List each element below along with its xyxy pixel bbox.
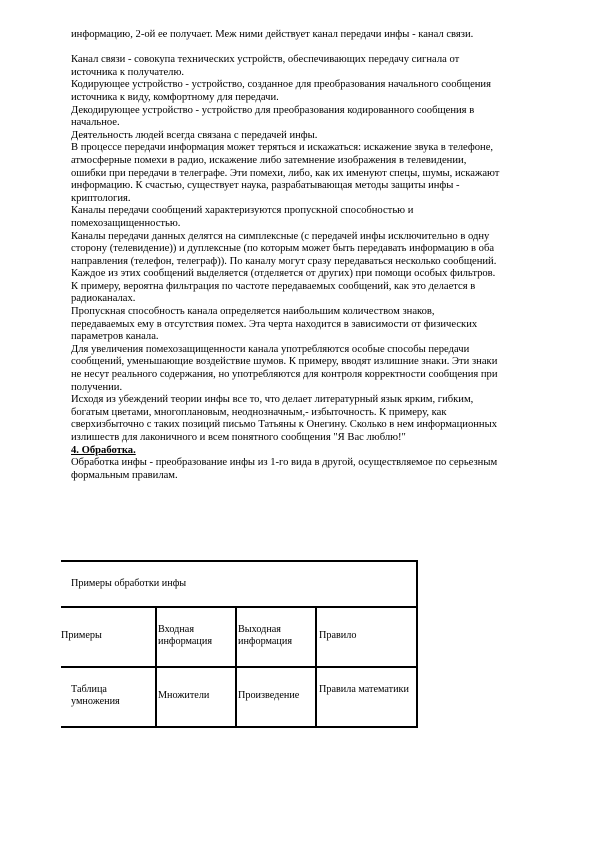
text-line: Исходя из убеждений теории инфы все то, что делает литературный язык ярким, гибким, xyxy=(71,394,474,406)
text-line: К примеру, вероятна фильтрация по частоте передаваемых сообщений, как это делается в xyxy=(71,280,476,292)
cell-input-text: Множители xyxy=(158,690,210,701)
text-line: формальным правилам. xyxy=(71,469,178,481)
table-divider-col2 xyxy=(235,606,237,728)
text-line: криптология. xyxy=(71,192,131,204)
processing-examples-table xyxy=(61,560,418,728)
text-line: направления (телефон, телеграф)). По каналу могут сразу передаваться несколько сообщений. xyxy=(71,255,497,267)
table-title xyxy=(71,578,411,590)
text-line: сторону (телевидение)) и дуплексные (по которым может быть передавать информацию в оба xyxy=(71,243,495,255)
cell-example-text: Таблица умножения xyxy=(71,684,120,707)
text-line: Канал связи - совокупа технических устройств, обеспечивающих передачу сигнала от xyxy=(71,54,460,66)
text-line: Для увеличения помехозащищенности канала употребляются особые способы передачи xyxy=(71,343,470,355)
table-divider-col3 xyxy=(315,606,317,728)
header-rule-text: Правило xyxy=(319,630,357,641)
table-title-text: Примеры обработки инфы xyxy=(71,578,187,589)
table-border-right xyxy=(416,560,418,728)
text-line: Обработка инфы - преобразование инфы из 1-го вида в другой, осуществляемое по серьезным xyxy=(71,457,498,469)
text-line: излишеств для лаконичного и всем понятного сообщения "Я Вас люблю!" xyxy=(71,432,406,443)
cell-example xyxy=(71,684,153,708)
cell-input xyxy=(158,690,232,702)
text-line: помехозащищенностью. xyxy=(71,217,181,229)
text-line: ошибки при передачи в телеграфе. Эти помехи, либо, как их именуют спецы, шумы, искажают xyxy=(71,167,500,179)
text-line: Каждое из этих сообщений выделяется (отделяется от других) при помощи особых фильтров. xyxy=(71,268,496,280)
cell-output-text: Произведение xyxy=(238,690,300,701)
text-line: радиоканалах. xyxy=(71,293,136,305)
text-line: Каналы передачи данных делятся на симплексные (с передачей инфы исключительно в одну xyxy=(71,230,490,242)
header-rule xyxy=(319,630,413,642)
section-heading: 4. Обработка. xyxy=(71,444,136,456)
table-border-bottom xyxy=(61,726,418,728)
text-line: информацию. К счастью, существует наука, разрабатывающая методы защиты инфы - xyxy=(71,180,460,192)
header-output-text: Выходная информация xyxy=(238,624,293,647)
text-line: атмосферные помехи в радио, искажение либо затемнение изображения в телевидении, xyxy=(71,154,467,166)
text-line: получении. xyxy=(71,381,123,393)
text-line: Декодирующее устройство - устройство для преобразования кодированного сообщения в xyxy=(71,104,475,116)
paragraph-gap xyxy=(71,42,561,55)
table-border-row2 xyxy=(61,666,418,668)
text-line: сообщений, уменьшающие воздействие шумов. К примеру, вводят излишние знаки. Эти знаки xyxy=(71,356,498,368)
table-divider-col1 xyxy=(155,606,157,728)
text-line: Деятельность людей всегда связана с передачей инфы. xyxy=(71,129,318,141)
header-input xyxy=(158,624,232,648)
text-line: Пропускная способность канала определяется наибольшим количеством знаков, xyxy=(71,306,435,318)
text-line: параметров канала. xyxy=(71,331,159,343)
header-input-text: Входная информация xyxy=(158,624,213,647)
cell-rule xyxy=(319,684,413,696)
text-line: начальное. xyxy=(71,117,120,129)
text-line: сверхизбыточно с таких позиций письмо Татьяны к Онегину. Сколько в нем информационных xyxy=(71,419,497,431)
text-line: источника к виду, комфортному для передачи. xyxy=(71,91,279,103)
header-output xyxy=(238,624,314,648)
text-line: информацию, 2-ой ее получает. Меж ними действует канал передачи инфы - канал связи. xyxy=(71,29,474,40)
cell-output xyxy=(238,690,314,702)
table-border-row1 xyxy=(61,606,418,608)
text-line: Каналы передачи сообщений характеризуются пропускной способностью и xyxy=(71,205,414,217)
body-text xyxy=(71,29,561,482)
text-line: Кодирующее устройство - устройство, созданное для преобразования начального сообщения xyxy=(71,79,491,91)
table-border-top xyxy=(61,560,418,562)
header-examples-text: Примеры xyxy=(61,630,102,641)
text-line: В процессе передачи информация может теряться и искажаться: искажение звука в телефоне, xyxy=(71,142,494,154)
text-line: богатым цветами, многоплановым, неоднозначным,- избыточность. К примеру, как xyxy=(71,406,447,418)
text-line: не несут реального содержания, но употребляются для контроля корректности сообщения при xyxy=(71,369,498,381)
text-line: передаваемых ему в отсутствия помех. Эта черта находится в зависимости от физических xyxy=(71,318,478,330)
cell-rule-text: Правила математики xyxy=(319,684,409,695)
header-examples xyxy=(61,630,149,642)
text-line: источника к получателю. xyxy=(71,66,185,78)
